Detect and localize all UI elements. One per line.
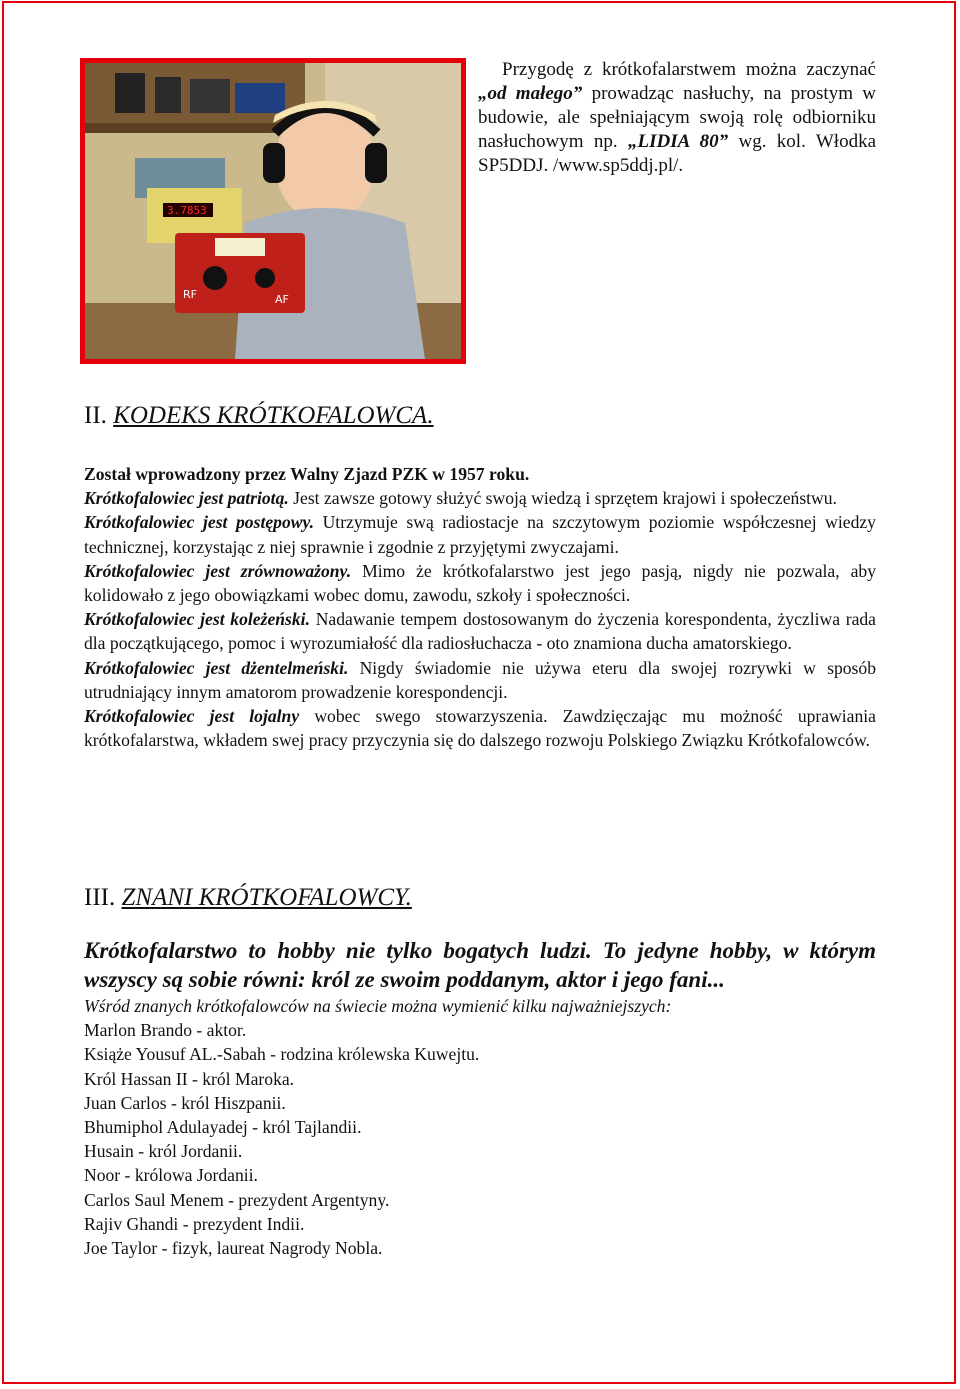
codex-item-key: Krótkofalowiec jest patriotą.	[84, 488, 289, 509]
knob-label-rf: RF	[183, 288, 197, 301]
codex-item	[84, 559, 876, 607]
intro-receiver-name: „LIDIA 80”	[628, 131, 729, 152]
list-item: Juan Carlos - król Hiszpanii.	[84, 1092, 286, 1113]
list-item: Husain - król Jordanii.	[84, 1141, 243, 1162]
intro-highlight: „od małego”	[478, 83, 583, 104]
list-item: Rajiv Ghandi - prezydent Indii.	[84, 1213, 305, 1234]
section-2-heading	[84, 402, 434, 430]
codex-lead: Został wprowadzony przez Walny Zjazd PZK w 1957 roku.	[84, 464, 530, 484]
codex-item	[84, 486, 876, 510]
photo	[80, 58, 466, 364]
codex-item-text: Nadawanie tempem dostosowanym do życzenia korespondenta, życzliwa rada dla początkującego, pomoc i wyrozumiałość dla radiosłuchacza - oto znamiona ducha amatorskiego.	[84, 609, 876, 654]
famous-intro: Wśród znanych krótkofalowców na świecie można wymienić kilku najważniejszych:	[84, 996, 672, 1016]
intro-paragraph	[478, 58, 876, 178]
codex-item-text: Nigdy świadomie nie używa eteru dla swojej rozrywki w sposób utrudniający innym amatorom prowadzenie korespondencji.	[84, 657, 877, 702]
codex-item-key: Krótkofalowiec jest zrównoważony.	[84, 560, 352, 581]
famous-list	[84, 994, 876, 1260]
section-2-title: KODEKS KRÓTKOFALOWCA.	[113, 402, 434, 429]
radio-display: 3.7853	[167, 204, 207, 217]
tagline: Krótkofalarstwo to hobby nie tylko bogatych ludzi. To jedyne hobby, w którym wszyscy są sobie równi: król ze swoim poddanym, aktor i jego fani...	[84, 938, 876, 992]
codex-body	[84, 462, 876, 752]
codex-item	[84, 510, 876, 558]
list-item: Noor - królowa Jordanii.	[84, 1165, 258, 1186]
photo-illustration	[85, 63, 461, 359]
list-item: Carlos Saul Menem - prezydent Argentyny.	[84, 1189, 390, 1210]
codex-item-key: Krótkofalowiec jest lojalny	[84, 706, 300, 727]
codex-item-text: Mimo że krótkofalarstwo jest jego pasją, nigdy nie pozwala, aby kolidowało z jego obowiązkami wobec domu, zawodu, szkoły i społeczności.	[84, 560, 876, 606]
codex-item	[84, 607, 876, 655]
codex-item	[84, 656, 876, 704]
intro-text-1: Przygodę z krótkofalarstwem można zaczynać	[502, 59, 876, 80]
codex-item	[84, 704, 876, 752]
section-3-title: ZNANI KRÓTKOFALOWCY.	[121, 884, 412, 911]
intro-text-2: prowadząc nasłuchy, na prostym w budowie, ale spełniającym swoją rolę odbiorniku nasłuchowym np.	[478, 83, 876, 152]
codex-item-key: Krótkofalowiec jest koleżeński.	[84, 609, 310, 630]
codex-item-text: wobec swego stowarzyszenia. Zawdzięczając mu możność uprawiania krótkofalarstwa, wkładem swej pracy przyczynia się do dalszego rozwoju Polskiego Związku Krótkofalowców.	[84, 706, 876, 751]
list-item: Król Hassan II - król Maroka.	[84, 1068, 295, 1089]
knob-label-af: AF	[275, 293, 289, 306]
list-item: Bhumiphol Adulayadej - król Tajlandii.	[84, 1117, 362, 1138]
codex-item-text: Jest zawsze gotowy służyć swoją wiedzą i sprzętem krajowi i społeczeństwu.	[288, 488, 837, 509]
list-item: Joe Taylor - fizyk, laureat Nagrody Nobla.	[84, 1238, 383, 1259]
intro-text-3: wg. kol. Włodka SP5DDJ. /www.sp5ddj.pl/.	[478, 131, 876, 176]
codex-item-text: Utrzymuje swą radiostacje na szczytowym poziomie współczesnej wiedzy technicznej, korzystając z niej sprawnie i zgodnie z przyjętymi zwyczajami.	[84, 512, 876, 557]
codex-item-key: Krótkofalowiec jest dżentelmeński.	[84, 657, 349, 678]
section-3-heading	[84, 884, 412, 912]
section-3-number: III.	[84, 884, 116, 911]
section-2-number: II.	[84, 402, 107, 429]
list-item: Marlon Brando - aktor.	[84, 1020, 247, 1041]
codex-item-key: Krótkofalowiec jest postępowy.	[84, 512, 315, 533]
list-item: Książe Yousuf AL.-Sabah - rodzina królewska Kuwejtu.	[84, 1044, 480, 1065]
